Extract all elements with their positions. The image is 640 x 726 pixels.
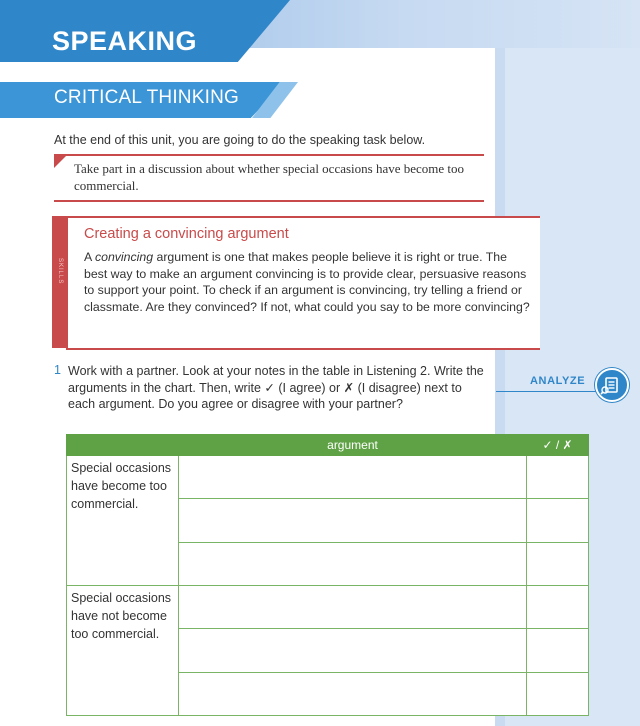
skills-body xyxy=(84,249,530,315)
agree-cell[interactable] xyxy=(527,672,589,715)
chart-header-argument: argument xyxy=(179,435,527,456)
chart-header-agree: ✓ / ✗ xyxy=(527,435,589,456)
skills-body-term: convincing xyxy=(94,250,154,264)
table-row xyxy=(67,585,589,628)
intro-text: At the end of this unit, you are going to do the speaking task below. xyxy=(54,133,426,147)
analyze-list-icon-glyph xyxy=(597,370,627,400)
task-corner-marker xyxy=(54,156,66,168)
header-band-fade xyxy=(225,0,640,48)
exercise-instructions: Work with a partner. Look at your notes in the table in Listening 2. Write the arguments in the chart. Then, write ✓ (I agree) or ✗ (I disagree) next to each argument. Do you agree or disagree with your partner? xyxy=(68,364,484,411)
agree-cell[interactable] xyxy=(527,499,589,542)
argument-cell[interactable] xyxy=(179,499,527,542)
exercise-number: 1 xyxy=(54,363,61,377)
table-row xyxy=(67,456,589,499)
agree-cell[interactable] xyxy=(527,542,589,585)
skills-body-rest: argument is one that makes people believe it is right or true. The best way to make an argument convincing is to provide clear, persuasive reasons to support your point. To check if an argument is convincing, try telling a friend or classmate. Are they convinced? If not, what could you say to be more convincing? xyxy=(84,250,530,314)
argument-chart xyxy=(66,434,589,716)
section-title: SPEAKING xyxy=(52,26,198,56)
skills-title: Creating a convincing argument xyxy=(84,226,289,242)
argument-cell[interactable] xyxy=(179,456,527,499)
agree-cell[interactable] xyxy=(527,629,589,672)
argument-cell[interactable] xyxy=(179,585,527,628)
skills-tab-label: SKILLS xyxy=(57,258,63,285)
subsection-title: CRITICAL THINKING xyxy=(54,87,239,108)
argument-cell[interactable] xyxy=(179,542,527,585)
chart-header-blank xyxy=(67,435,179,456)
group-label-not-commercial: Special occasions have not become too commercial. xyxy=(67,585,179,715)
group-label-commercial: Special occasions have become too commercial. xyxy=(67,456,179,586)
task-text: Take part in a discussion about whether special occasions have become too commercial. xyxy=(74,161,465,193)
argument-cell[interactable] xyxy=(179,629,527,672)
chart-header-row xyxy=(67,435,589,456)
analyze-label: ANALYZE xyxy=(530,375,586,387)
agree-cell[interactable] xyxy=(527,585,589,628)
skills-body-lead: A xyxy=(84,250,95,264)
analyze-list-icon xyxy=(595,368,629,402)
argument-cell[interactable] xyxy=(179,672,527,715)
agree-cell[interactable] xyxy=(527,456,589,499)
